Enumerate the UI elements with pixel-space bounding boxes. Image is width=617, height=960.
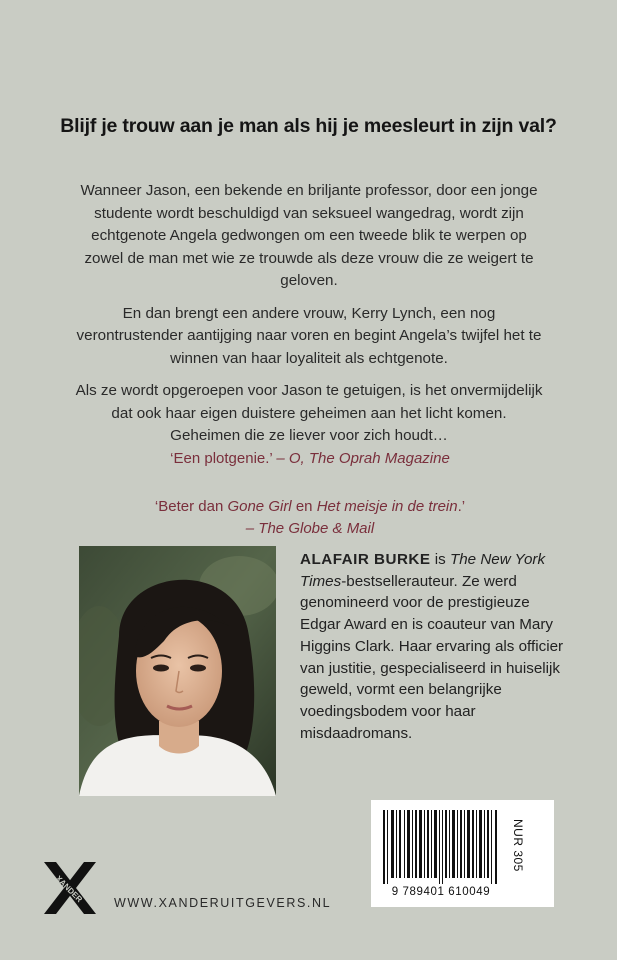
author-photo [79,546,276,796]
headline: Blijf je trouw aan je man als hij je meesleurt in zijn val? [60,115,557,137]
quote-text: ‘Beter dan [154,498,228,515]
review-quote [60,448,560,470]
quote-book-title: Het meisje in de trein [316,498,458,515]
quote-source: – The Globe & Mail [245,520,375,537]
author-bio [300,549,570,744]
quote-source: – O, The Oprah Magazine [276,450,450,467]
isbn-number: 9 789401 610049 [391,886,491,898]
quote-text: en [291,498,317,515]
blurb-paragraph: En dan brengt een andere vrouw, Kerry Lynch, een nog verontrustender aantijging naar voren en begint Angela’s twijfel het te winnen van haar loyaliteit als echtgenote. [76,304,542,367]
xander-logo [40,858,100,918]
newspaper-title: The New York Times [300,551,546,590]
publisher-url: WWW.XANDERUITGEVERS.NL [114,896,332,910]
review-quote [60,496,560,540]
blurb-paragraph: Als ze wordt opgeroepen voor Jason te getuigen, is het onvermijdelijk dat ook haar eigen duistere geheimen aan het licht komen. Geheimen die ze liever voor zich houdt… [75,382,543,444]
quote-text: ‘Een plotgenie.’ [170,450,273,467]
quote-book-title: Gone Girl [227,498,292,515]
quote-text: .’ [457,498,466,515]
nur-code: NUR 305 [511,818,525,872]
author-name: ALAFAIR BURKE [300,551,431,568]
blurb [75,180,543,458]
svg-text:XANDER: XANDER [53,873,85,905]
bio-text: is [430,551,450,568]
bio-text: -bestsellerauteur. Ze werd genomineerd voor de prestigieuze Edgar Award en is coauteur van Mary Higgins Clark. Haar ervaring als officier van justitie, gespecialiseerd in huiselijk geweld, vormt een belangrijke voedingsbodem voor haar misdaadromans. [300,572,564,742]
blurb-paragraph: Wanneer Jason, een bekende en briljante professor, door een jonge studente wordt beschuldigd van seksueel wangedrag, wordt zijn echtgenote Angela gedwongen om een tweede blik te werpen op zowel de man met wie ze trouwde als deze vrouw die ze weigert te geloven. [80,182,538,289]
